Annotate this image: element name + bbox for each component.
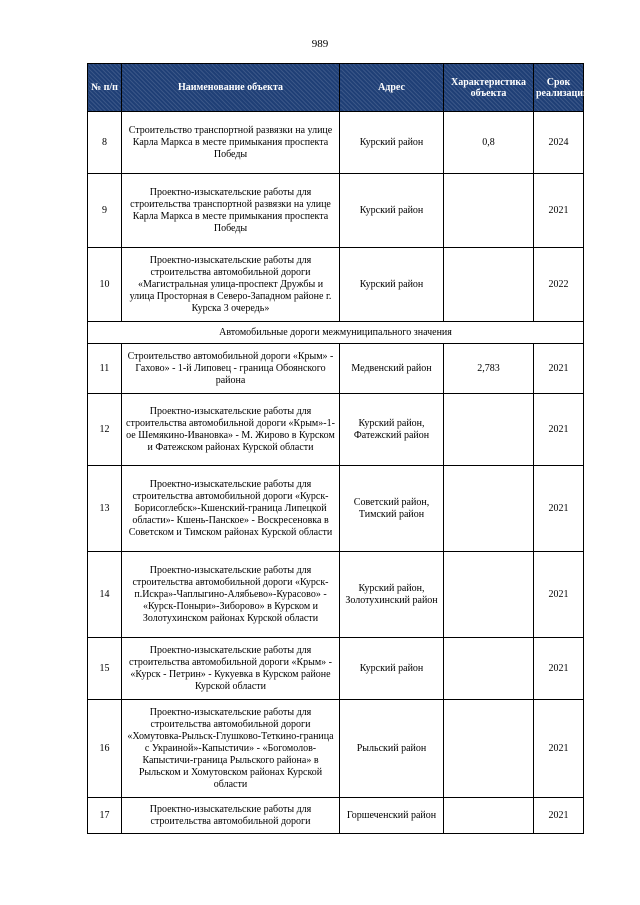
row-name: Проектно-изыскательские работы для строительства автомобильной дороги «Крым»-1-ое Шемякино-Ивановка» - М. Жирово в Курском и Фатежском районах Курской области bbox=[122, 394, 340, 466]
header-address: Адрес bbox=[340, 64, 444, 112]
row-name: Проектно-изыскательские работы для строительства автомобильной дороги bbox=[122, 798, 340, 834]
row-address: Курский район, Фатежский район bbox=[340, 394, 444, 466]
table-row bbox=[88, 798, 584, 834]
row-num: 17 bbox=[88, 798, 122, 834]
header-characteristic: Характеристика объекта bbox=[444, 64, 534, 112]
row-characteristic bbox=[444, 174, 534, 248]
page-number: 989 bbox=[311, 38, 329, 50]
table-row bbox=[88, 638, 584, 700]
table-row bbox=[88, 344, 584, 394]
row-characteristic bbox=[444, 552, 534, 638]
table-row bbox=[88, 700, 584, 798]
row-num: 11 bbox=[88, 344, 122, 394]
section-row bbox=[88, 322, 584, 344]
row-num: 16 bbox=[88, 700, 122, 798]
row-characteristic bbox=[444, 248, 534, 322]
row-address: Курский район bbox=[340, 638, 444, 700]
row-characteristic: 2,783 bbox=[444, 344, 534, 394]
row-num: 12 bbox=[88, 394, 122, 466]
row-num: 15 bbox=[88, 638, 122, 700]
row-characteristic bbox=[444, 466, 534, 552]
row-num: 13 bbox=[88, 466, 122, 552]
row-name: Проектно-изыскательские работы для строительства автомобильной дороги «Курск-п.Искра»-Чаплыгино-Алябьево»-Курасово» - «Курск-Поныри»-Зиборово» в Курском и Золотухинском районах Курской области bbox=[122, 552, 340, 638]
row-term: 2021 bbox=[534, 638, 584, 700]
header-name: Наименование объекта bbox=[122, 64, 340, 112]
row-address: Курский район bbox=[340, 174, 444, 248]
table-row bbox=[88, 112, 584, 174]
row-term: 2021 bbox=[534, 344, 584, 394]
row-name: Проектно-изыскательские работы для строительства автомобильной дороги «Хомутовка-Рыльск-Глушково-Теткино-граница с Украиной»-Капыстичи» - «Богомолов-Капыстичи-граница Рыльского района» в Рыльском и Хомутовском районах Курской области bbox=[122, 700, 340, 798]
row-term: 2021 bbox=[534, 700, 584, 798]
row-address: Курский район, Золотухинский район bbox=[340, 552, 444, 638]
row-address: Курский район bbox=[340, 248, 444, 322]
row-term: 2024 bbox=[534, 112, 584, 174]
row-characteristic: 0,8 bbox=[444, 112, 534, 174]
row-name: Проектно-изыскательские работы для строительства транспортной развязки на улице Карла Маркса в месте примыкания проспекта Победы bbox=[122, 174, 340, 248]
row-characteristic bbox=[444, 638, 534, 700]
row-characteristic bbox=[444, 798, 534, 834]
row-name: Строительство автомобильной дороги «Крым» - Гахово» - 1-й Липовец - граница Обоянского района bbox=[122, 344, 340, 394]
row-characteristic bbox=[444, 700, 534, 798]
table-row bbox=[88, 552, 584, 638]
row-term: 2022 bbox=[534, 248, 584, 322]
objects-table bbox=[87, 63, 589, 834]
row-address: Курский район bbox=[340, 112, 444, 174]
row-name: Строительство транспортной развязки на улице Карла Маркса в месте примыкания проспекта Победы bbox=[122, 112, 340, 174]
row-num: 14 bbox=[88, 552, 122, 638]
row-term: 2021 bbox=[534, 552, 584, 638]
row-term: 2021 bbox=[534, 174, 584, 248]
table-row bbox=[88, 248, 584, 322]
row-term: 2021 bbox=[534, 394, 584, 466]
section-title: Автомобильные дороги межмуниципального значения bbox=[88, 322, 584, 344]
row-name: Проектно-изыскательские работы для строительства автомобильной дороги «Крым» - «Курск - Петрин» - Кукуевка в Курском районе Курской области bbox=[122, 638, 340, 700]
table-header-row bbox=[88, 64, 584, 112]
table-row bbox=[88, 466, 584, 552]
table-row bbox=[88, 394, 584, 466]
header-term: Срок реализации bbox=[534, 64, 584, 112]
row-name: Проектно-изыскательские работы для строительства автомобильной дороги «Магистральная улица-проспект Дружбы и улица Просторная в Северо-Западном районе г. Курска 3 очередь» bbox=[122, 248, 340, 322]
row-term: 2021 bbox=[534, 798, 584, 834]
row-term: 2021 bbox=[534, 466, 584, 552]
row-address: Советский район, Тимский район bbox=[340, 466, 444, 552]
row-num: 9 bbox=[88, 174, 122, 248]
row-characteristic bbox=[444, 394, 534, 466]
table-row bbox=[88, 174, 584, 248]
header-num: № п/п bbox=[88, 64, 122, 112]
row-name: Проектно-изыскательские работы для строительства автомобильной дороги «Курск-Борисоглебск»-Кшенский-граница Липецкой области»- Кшень-Панское» - Воскресеновка в Советском и Тимском районах Курской области bbox=[122, 466, 340, 552]
row-address: Горшеченский район bbox=[340, 798, 444, 834]
row-address: Медвенский район bbox=[340, 344, 444, 394]
row-num: 8 bbox=[88, 112, 122, 174]
row-address: Рыльский район bbox=[340, 700, 444, 798]
row-num: 10 bbox=[88, 248, 122, 322]
